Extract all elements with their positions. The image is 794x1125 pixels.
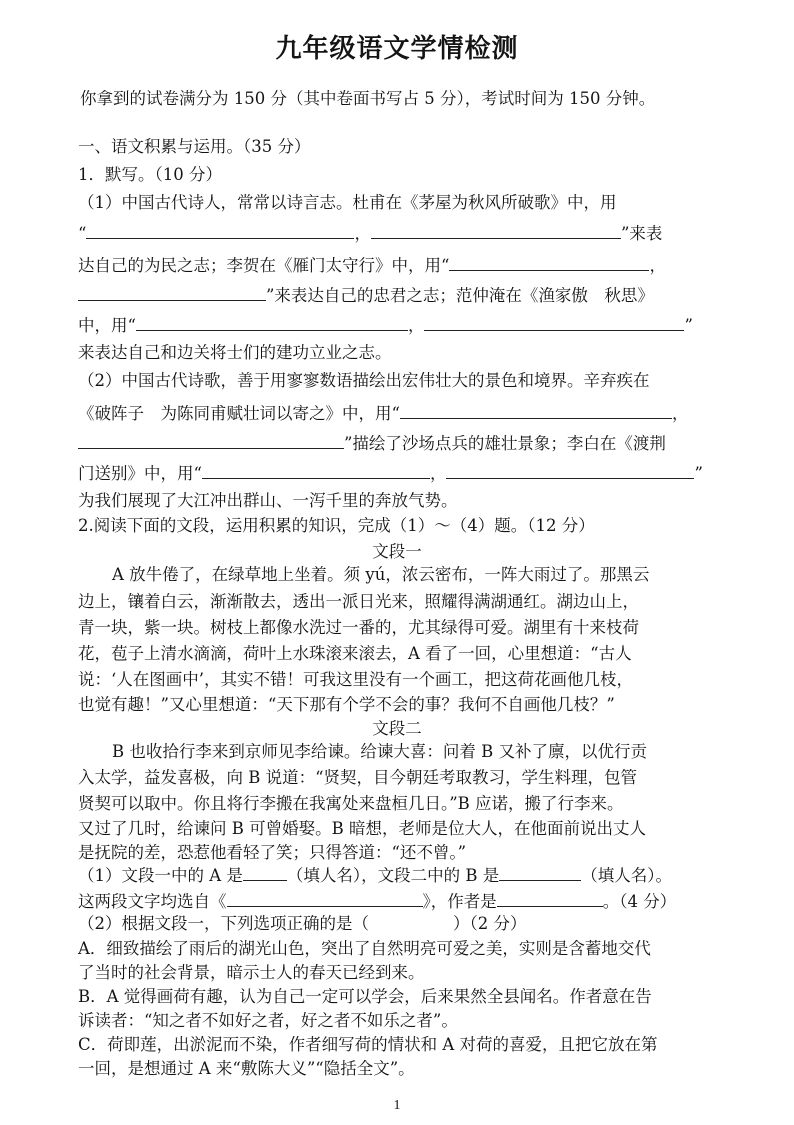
answer-blank[interactable] — [227, 888, 423, 907]
passage-1-line: 边上，镶着白云，渐渐散去，透出一派日光来，照耀得满湖通红。湖边山上， — [78, 592, 639, 611]
option-a-line: 了当时的社会背景，暗示士人的春天已经到来。 — [78, 963, 425, 982]
option-c-line: 一回，是想通过 A 来“敷陈大义”“隐括全文”。 — [78, 1059, 415, 1078]
question-2-heading: 2.阅读下面的文段，运用积累的知识，完成（1）～（4）题。（12 分） — [78, 516, 595, 535]
text-fragment: 这两段文字均选自《 — [78, 892, 227, 911]
option-b-line: 诉读者：“知之者不如好之者，好之者不如乐之者”。 — [78, 1011, 458, 1030]
q1-part2-line — [78, 430, 666, 455]
text-fragment: ”描绘了沙场点兵的雄壮景象；李白在《渡荆 — [344, 434, 666, 453]
answer-blank[interactable] — [449, 252, 649, 271]
text-fragment: ， — [429, 464, 447, 483]
passage-1-line: 说：‘人在图画中’，其实不错！可我这里没有一个画工，把这荷花画他几枝， — [78, 670, 633, 689]
q1-part1-blanks-line — [78, 220, 662, 245]
q1-part1-line — [78, 282, 654, 307]
passage-1-title: 文段一 — [372, 542, 422, 561]
answer-blank[interactable] — [424, 312, 684, 331]
subquestion-2-line — [78, 913, 527, 935]
text-fragment: ”来表达自己的忠君之志；范仲淹在《渔家傲 秋思》 — [266, 286, 654, 305]
answer-blank[interactable] — [497, 888, 603, 907]
passage-2-line: 是抚院的差，恐惹他看轻了笑；只得答道：“还不曾。” — [78, 843, 467, 862]
passage-2-line: 又过了几时，给谏问 B 可曾婚娶。B 暗想，老师是位大人，在他面前说出丈人 — [78, 819, 646, 838]
answer-blank[interactable] — [202, 460, 430, 479]
exam-intro: 你拿到的试卷满分为 150 分（其中卷面书写占 5 分），考试时间为 150 分钟。 — [80, 89, 656, 108]
passage-1-line: 青一块，紫一块。树枝上都像水洗过一番的，尤其绿得可爱。湖里有十来枝荷 — [78, 618, 639, 637]
q1-part1-line: （1）中国古代诗人，常常以诗言志。杜甫在《茅屋为秋风所破歌》中，用 — [78, 193, 617, 212]
passage-1-line: A 放牛倦了，在绿草地上坐着。须 yú，浓云密布，一阵大雨过了。那黑云 — [112, 565, 650, 584]
passage-2-title: 文段二 — [372, 719, 422, 738]
q1-part2-line: 为我们展现了大江冲出群山、一泻千里的奔放气势。 — [78, 491, 458, 510]
passage-2-line: 入太学，益发喜极，向 B 说道：“贤契，目今朝廷考取教习，学生料理，包管 — [78, 768, 638, 787]
answer-blank[interactable] — [400, 400, 672, 419]
text-fragment: 《破阵子 为陈同甫赋壮词以寄之》中，用“ — [78, 404, 400, 423]
text-fragment: ）（2 分） — [453, 914, 527, 933]
text-fragment: ， — [354, 224, 371, 243]
subquestion-1-line — [78, 862, 672, 887]
section-heading: 一、语文积累与运用。（35 分） — [78, 137, 311, 156]
page-title: 九年级语文学情检测 — [275, 34, 519, 64]
text-fragment: ， — [407, 316, 425, 335]
question-1-heading: 1．默写。（10 分） — [78, 165, 222, 184]
text-fragment: ， — [649, 256, 666, 275]
answer-blank[interactable] — [371, 220, 621, 239]
answer-blank[interactable] — [78, 282, 266, 301]
answer-blank[interactable] — [499, 862, 581, 881]
q1-part2-line — [78, 460, 703, 485]
subquestion-1-line — [78, 888, 676, 913]
page-number: 1 — [393, 1098, 401, 1113]
answer-blank[interactable] — [446, 460, 694, 479]
text-fragment: 。（4 分） — [602, 892, 677, 911]
answer-blank[interactable] — [136, 312, 408, 331]
option-a-line: A．细致描绘了雨后的湖光山色，突出了自然明亮可爱之美，实则是含蓄地交代 — [78, 939, 651, 958]
passage-2-line: B 也收拾行李来到京师见李给谏。给谏大喜：问着 B 又补了廪，以优行贡 — [112, 742, 647, 761]
option-c-line: C．荷即莲，出淤泥而不染，作者细写荷的情状和 A 对荷的喜爱，且把它放在第 — [78, 1035, 658, 1054]
text-fragment: “ — [78, 224, 87, 243]
answer-blank[interactable] — [86, 220, 354, 239]
text-fragment: （填人名），文段二中的 B 是 — [286, 866, 500, 885]
text-fragment: ， — [671, 404, 689, 423]
text-fragment: 中，用“ — [78, 316, 136, 335]
q1-part2-line — [78, 400, 688, 425]
q1-part1-line — [78, 252, 666, 277]
answer-blank[interactable] — [243, 862, 287, 881]
answer-blank[interactable] — [78, 430, 344, 449]
q1-part1-line: 来表达自己和边关将士们的建功立业之志。 — [78, 343, 392, 362]
text-fragment: （1）文段一中的 A 是 — [78, 866, 243, 885]
text-fragment: （填人名）。 — [581, 866, 673, 885]
option-b-line: B．A 觉得画荷有趣，认为自己一定可以学会，后来果然全县闻名。作者意在告 — [78, 987, 652, 1006]
text-fragment: 门送别》中，用“ — [78, 464, 202, 483]
passage-2-line: 贤契可以取中。你且将行李搬在我寓处来盘桓几日。”B 应诺，搬了行李来。 — [78, 794, 624, 813]
text-fragment: ” — [694, 464, 703, 483]
text-fragment: （2）根据文段一，下列选项正确的是（ — [78, 914, 369, 933]
text-fragment: ” — [684, 316, 693, 335]
q1-part1-line — [78, 312, 693, 337]
passage-1-line: 也觉有趣！”又心里想道：“天下那有个学不会的事？我何不自画他几枝？” — [78, 695, 615, 714]
passage-1-line: 花，苞子上清水滴滴，荷叶上水珠滚来滚去，A 看了一回，心里想道：“古人 — [78, 644, 632, 663]
text-fragment: ”来表 — [620, 224, 663, 243]
q1-part2-line: （2）中国古代诗歌，善于用寥寥数语描绘出宏伟壮大的景色和境界。辛弃疾在 — [78, 371, 650, 390]
text-fragment: 》，作者是 — [422, 892, 497, 911]
text-fragment: 达自己的为民之志；李贺在《雁门太守行》中，用“ — [78, 256, 450, 275]
